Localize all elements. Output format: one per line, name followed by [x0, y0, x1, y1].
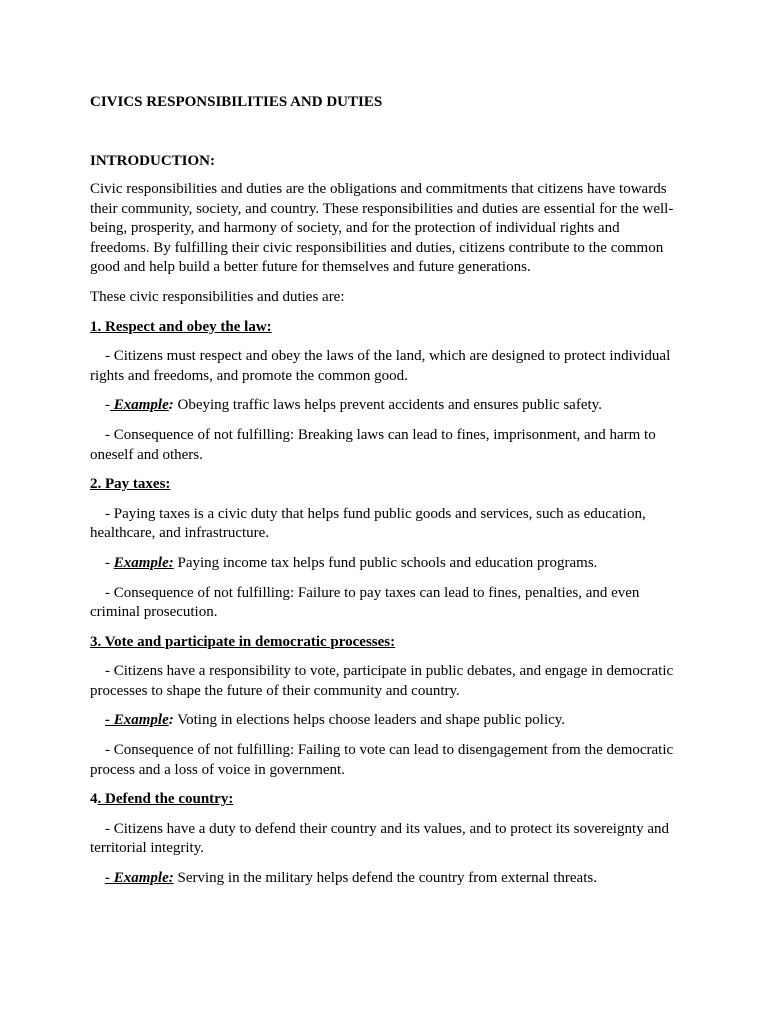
- document-body: [90, 180, 682, 899]
- section-heading-text: 1. Respect and obey the law:: [90, 318, 272, 335]
- section-description: - Citizens have a responsibility to vote, participate in public debates, and engage in democratic processes to shape the future of their community and country.: [90, 663, 674, 699]
- section-consequence: - Consequence of not fulfilling: Breaking laws can lead to fines, imprisonment, and harm to oneself and others.: [90, 426, 656, 463]
- example-text: Paying income tax helps fund public schools and education programs.: [173, 554, 598, 571]
- section-heading: [90, 475, 682, 495]
- section-example: [90, 711, 682, 731]
- section-example: [90, 396, 682, 416]
- introduction-heading: INTRODUCTION:: [90, 153, 216, 169]
- section-example: [90, 869, 682, 889]
- section-heading-number: 4: [90, 791, 98, 808]
- example-label: - Example: [105, 712, 169, 729]
- example-label: Example: [110, 397, 169, 414]
- section-heading-text: . Defend the country:: [97, 791, 234, 808]
- section-heading-text: 3. Vote and participate in democratic processes:: [90, 633, 396, 650]
- section-heading: [90, 790, 682, 810]
- section-heading: [90, 318, 682, 338]
- section-consequence: - Consequence of not fulfilling: Failing to vote can lead to disengagement from the democratic process and a loss of voice in government.: [90, 742, 674, 778]
- section-description: - Paying taxes is a civic duty that helps fund public goods and services, such as education, healthcare, and infrastructure.: [90, 505, 646, 542]
- section-heading-text: 2. Pay taxes:: [90, 476, 171, 493]
- example-text: Serving in the military helps defend the country from external threats.: [173, 870, 597, 887]
- document-title: CIVICS RESPONSIBILITIES AND DUTIES: [90, 94, 383, 110]
- example-label: - Example:: [105, 870, 174, 887]
- example-colon: :: [168, 397, 174, 414]
- example-text: Obeying traffic laws helps prevent accidents and ensures public safety.: [173, 397, 602, 414]
- section-description: - Citizens must respect and obey the laws of the land, which are designed to protect individual rights and freedoms, and promote the common good.: [90, 348, 671, 384]
- lead-in-text: These civic responsibilities and duties are:: [90, 288, 345, 305]
- example-text: Voting in elections helps choose leaders and shape public policy.: [173, 712, 566, 729]
- example-label: Example:: [113, 554, 174, 571]
- example-prefix: -: [105, 397, 110, 414]
- section-consequence: - Consequence of not fulfilling: Failure to pay taxes can lead to fines, penalties, and even criminal prosecution.: [90, 584, 640, 621]
- section-heading: [90, 633, 682, 653]
- example-colon: :: [168, 712, 174, 729]
- section-example: [90, 554, 682, 574]
- section-description: - Citizens have a duty to defend their country and its values, and to protect its sovereignty and territorial integrity.: [90, 820, 670, 857]
- intro-paragraph: Civic responsibilities and duties are the obligations and commitments that citizens have towards their community, society, and country. These responsibilities and duties are essential for the well-being, prosperity, and harmony of society, and for the protection of individual rights and freedoms. By fulfilling their civic responsibilities and duties, citizens contribute to the common good and help build a better future for themselves and future generations.: [90, 181, 674, 276]
- example-prefix: -: [105, 554, 114, 571]
